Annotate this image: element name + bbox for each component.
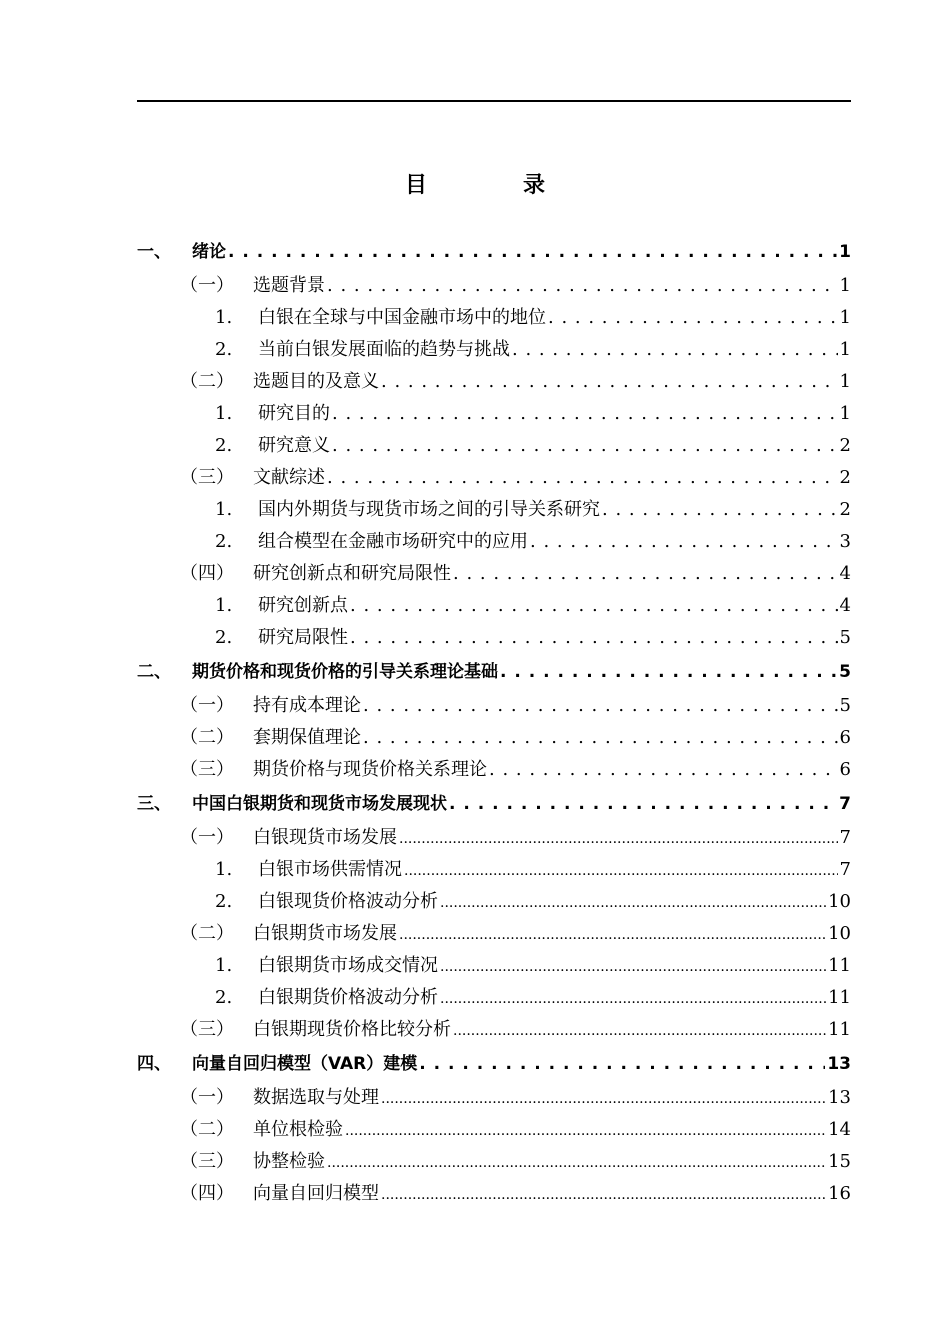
- toc-entry-number: （三）: [180, 759, 234, 780]
- toc-dot-leader: [381, 1082, 826, 1115]
- toc-entry-page-number: 4: [839, 563, 851, 584]
- toc-dot-leader: [327, 462, 838, 494]
- toc-dot-leader: [363, 690, 838, 722]
- toc-entry-number: （二）: [180, 1119, 234, 1140]
- toc-entry-title: 当前白银发展面临的趋势与挑战: [258, 339, 510, 360]
- toc-dot-leader: [602, 494, 838, 526]
- toc-entry-page-number: 11: [828, 955, 851, 976]
- toc-entry-level-1[interactable]: [0, 1046, 950, 1082]
- toc-entry-number: （四）: [180, 1183, 234, 1204]
- toc-entry-level-2[interactable]: [0, 558, 950, 590]
- toc-entry-title: 单位根检验: [253, 1119, 343, 1140]
- toc-entry-number: （一）: [180, 1087, 234, 1108]
- toc-entry-page-number: 13: [827, 1054, 851, 1074]
- toc-entry-title: 研究局限性: [258, 627, 348, 648]
- toc-entry-title: 国内外期货与现货市场之间的引导关系研究: [258, 499, 600, 520]
- toc-dot-leader: [399, 822, 838, 855]
- toc-entry-title: 数据选取与处理: [253, 1087, 379, 1108]
- toc-entry-page-number: 5: [839, 662, 851, 682]
- toc-entry-level-2[interactable]: [0, 1178, 950, 1210]
- toc-entry-title: 文献综述: [253, 467, 325, 488]
- toc-entry-level-2[interactable]: [0, 1082, 950, 1114]
- toc-dot-leader: [327, 1146, 826, 1179]
- toc-entry-level-2[interactable]: [0, 722, 950, 754]
- toc-entry-level-3[interactable]: [0, 334, 950, 366]
- toc-entry-title: 研究创新点: [258, 595, 348, 616]
- toc-entry-title: 期货价格与现货价格关系理论: [253, 759, 487, 780]
- toc-entry-title: 白银期货价格波动分析: [258, 987, 438, 1008]
- toc-entry-level-3[interactable]: [0, 950, 950, 982]
- toc-entry-page-number: 10: [828, 923, 851, 944]
- toc-entry-level-2[interactable]: [0, 270, 950, 302]
- toc-dot-leader: [530, 526, 838, 558]
- toc-entry-page-number: 10: [828, 891, 851, 912]
- toc-entry-level-2[interactable]: [0, 918, 950, 950]
- toc-dot-leader: [350, 590, 838, 622]
- toc-entry-number: 一、: [137, 242, 171, 262]
- toc-entry-number: 2.: [215, 627, 233, 648]
- toc-entry-title: 白银市场供需情况: [258, 859, 402, 880]
- toc-entry-page-number: 11: [828, 1019, 851, 1040]
- toc-entry-title: 白银期货市场发展: [253, 923, 397, 944]
- toc-entry-level-2[interactable]: [0, 822, 950, 854]
- header-rule: [137, 100, 851, 102]
- toc-dot-leader: [381, 366, 838, 398]
- toc-entry-page-number: 11: [828, 987, 851, 1008]
- toc-entry-level-3[interactable]: [0, 886, 950, 918]
- toc-entry-number: （三）: [180, 1151, 234, 1172]
- toc-dot-leader: [345, 1114, 826, 1147]
- toc-entry-title: 向量自回归模型（VAR）建模: [192, 1054, 418, 1074]
- toc-entry-number: 2.: [215, 531, 233, 552]
- toc-entry-level-1[interactable]: [0, 654, 950, 690]
- toc-dot-leader: [500, 654, 837, 690]
- toc-entry-page-number: 1: [839, 275, 851, 296]
- toc-entry-title: 选题目的及意义: [253, 371, 379, 392]
- toc-entry-number: 二、: [137, 662, 171, 682]
- toc-entry-level-3[interactable]: [0, 982, 950, 1014]
- toc-entry-number: 2.: [215, 435, 233, 456]
- toc-entry-number: （一）: [180, 695, 234, 716]
- toc-entry-level-3[interactable]: [0, 430, 950, 462]
- toc-entry-level-1[interactable]: [0, 786, 950, 822]
- toc-entry-title: 向量自回归模型: [253, 1183, 379, 1204]
- toc-entry-title: 白银期现货价格比较分析: [253, 1019, 451, 1040]
- toc-entry-level-3[interactable]: [0, 302, 950, 334]
- toc-entry-page-number: 14: [828, 1119, 851, 1140]
- toc-entry-title: 研究意义: [258, 435, 330, 456]
- toc-entry-number: 1.: [215, 403, 233, 424]
- toc-dot-leader: [453, 1014, 826, 1047]
- toc-dot-leader: [327, 270, 838, 302]
- toc-entry-title: 白银现货价格波动分析: [258, 891, 438, 912]
- toc-entry-level-2[interactable]: [0, 754, 950, 786]
- toc-entry-page-number: 16: [828, 1183, 851, 1204]
- toc-entry-number: 三、: [137, 794, 171, 814]
- toc-entry-title: 套期保值理论: [253, 727, 361, 748]
- toc-entry-page-number: 1: [839, 339, 851, 360]
- toc-entry-title: 协整检验: [253, 1151, 325, 1172]
- toc-entry-level-3[interactable]: [0, 398, 950, 430]
- toc-dot-leader: [440, 982, 826, 1015]
- toc-entry-page-number: 2: [839, 435, 851, 456]
- toc-entry-page-number: 5: [839, 627, 851, 648]
- toc-entry-number: 2.: [215, 987, 233, 1008]
- toc-dot-leader: [381, 1178, 826, 1211]
- toc-dot-leader: [548, 302, 838, 334]
- toc-entry-page-number: 4: [839, 595, 851, 616]
- toc-entry-number: （一）: [180, 827, 234, 848]
- toc-entry-level-1[interactable]: [0, 234, 950, 270]
- toc-dot-leader: [404, 854, 838, 887]
- toc-entry-level-3[interactable]: [0, 494, 950, 526]
- toc-entry-title: 白银在全球与中国金融市场中的地位: [258, 307, 546, 328]
- toc-dot-leader: [419, 1046, 825, 1082]
- toc-entry-level-2[interactable]: [0, 462, 950, 494]
- toc-entry-page-number: 7: [839, 859, 851, 880]
- toc-entry-level-3[interactable]: [0, 622, 950, 654]
- toc-entry-level-2[interactable]: [0, 1014, 950, 1046]
- toc-entry-page-number: 5: [839, 695, 851, 716]
- toc-entry-number: 1.: [215, 499, 233, 520]
- toc-entry-number: （二）: [180, 371, 234, 392]
- toc-entry-number: （四）: [180, 563, 234, 584]
- toc-list: [0, 234, 950, 1210]
- toc-entry-page-number: 7: [839, 794, 851, 814]
- toc-entry-title: 持有成本理论: [253, 695, 361, 716]
- toc-entry-page-number: 2: [839, 467, 851, 488]
- toc-entry-number: （三）: [180, 467, 234, 488]
- toc-entry-page-number: 1: [839, 403, 851, 424]
- toc-entry-number: 1.: [215, 307, 233, 328]
- toc-entry-page-number: 15: [828, 1151, 851, 1172]
- toc-entry-title: 研究创新点和研究局限性: [253, 563, 451, 584]
- toc-dot-leader: [228, 234, 837, 270]
- toc-entry-title: 中国白银期货和现货市场发展现状: [192, 794, 447, 814]
- toc-dot-leader: [363, 722, 838, 754]
- toc-dot-leader: [332, 430, 838, 462]
- toc-entry-number: 1.: [215, 859, 233, 880]
- toc-entry-title: 绪论: [192, 242, 226, 262]
- toc-entry-page-number: 7: [839, 827, 851, 848]
- toc-entry-page-number: 1: [839, 242, 851, 262]
- toc-entry-title: 白银期货市场成交情况: [258, 955, 438, 976]
- toc-dot-leader: [512, 334, 838, 366]
- toc-entry-level-2[interactable]: [0, 690, 950, 722]
- toc-dot-leader: [453, 558, 838, 590]
- toc-entry-title: 白银现货市场发展: [253, 827, 397, 848]
- toc-entry-level-2[interactable]: [0, 366, 950, 398]
- toc-dot-leader: [399, 918, 826, 951]
- toc-entry-number: 2.: [215, 339, 233, 360]
- toc-entry-level-2[interactable]: [0, 1114, 950, 1146]
- toc-entry-number: 1.: [215, 595, 233, 616]
- toc-entry-title: 研究目的: [258, 403, 330, 424]
- toc-dot-leader: [332, 398, 838, 430]
- toc-entry-page-number: 13: [828, 1087, 851, 1108]
- toc-title-part2: 录: [523, 173, 546, 198]
- toc-dot-leader: [350, 622, 838, 654]
- toc-entry-number: （二）: [180, 923, 234, 944]
- toc-entry-title: 选题背景: [253, 275, 325, 296]
- toc-entry-page-number: 3: [839, 531, 851, 552]
- toc-dot-leader: [440, 950, 826, 983]
- toc-entry-page-number: 1: [839, 371, 851, 392]
- toc-entry-title: 期货价格和现货价格的引导关系理论基础: [192, 662, 498, 682]
- toc-dot-leader: [449, 786, 837, 822]
- toc-entry-level-3[interactable]: [0, 526, 950, 558]
- toc-entry-level-3[interactable]: [0, 854, 950, 886]
- toc-title-part1: 目: [404, 173, 427, 198]
- toc-entry-number: （三）: [180, 1019, 234, 1040]
- toc-entry-page-number: 2: [839, 499, 851, 520]
- toc-entry-page-number: 6: [839, 759, 851, 780]
- toc-title: [0, 168, 950, 204]
- toc-entry-page-number: 6: [839, 727, 851, 748]
- toc-entry-title: 组合模型在金融市场研究中的应用: [258, 531, 528, 552]
- toc-entry-level-3[interactable]: [0, 590, 950, 622]
- toc-entry-number: 1.: [215, 955, 233, 976]
- toc-entry-number: 四、: [137, 1054, 171, 1074]
- toc-entry-number: （一）: [180, 275, 234, 296]
- toc-dot-leader: [489, 754, 838, 786]
- toc-dot-leader: [440, 886, 826, 919]
- toc-entry-page-number: 1: [839, 307, 851, 328]
- toc-entry-number: 2.: [215, 891, 233, 912]
- toc-entry-number: （二）: [180, 727, 234, 748]
- toc-entry-level-2[interactable]: [0, 1146, 950, 1178]
